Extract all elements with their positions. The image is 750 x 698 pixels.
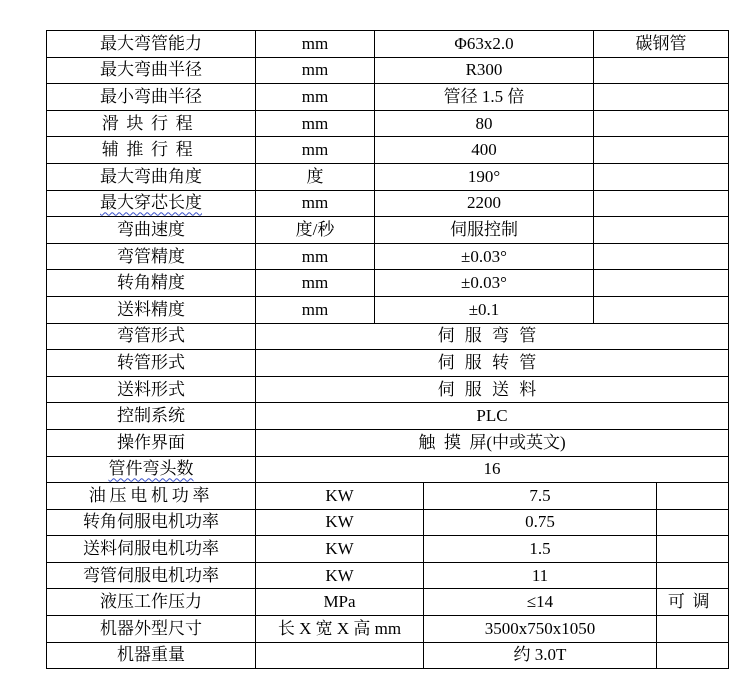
param-unit: mm: [256, 110, 375, 137]
table-row: [47, 217, 729, 244]
param-value: 16: [256, 456, 729, 483]
param-unit: mm: [256, 57, 375, 84]
spec-table: [46, 30, 729, 669]
param-value: 触 摸 屏(中或英文): [256, 429, 729, 456]
param-unit: 长 X 宽 X 高 mm: [256, 616, 424, 643]
table-row: [47, 137, 729, 164]
param-unit: [256, 642, 424, 669]
table-row: [47, 190, 729, 217]
param-name: 转角伺服电机功率: [47, 509, 256, 536]
table-row: [47, 31, 729, 58]
table-row: [47, 110, 729, 137]
table-row: [47, 57, 729, 84]
param-value: 2200: [375, 190, 594, 217]
param-value: Φ63x2.0: [375, 31, 594, 58]
param-name: 最大弯曲角度: [47, 163, 256, 190]
param-name-text: 管件弯头数: [108, 459, 194, 479]
param-value: 伺服转管: [256, 350, 729, 377]
param-name: 最小弯曲半径: [47, 84, 256, 111]
table-row: [47, 429, 729, 456]
param-value: R300: [375, 57, 594, 84]
param-name: 转角精度: [47, 270, 256, 297]
param-name: 弯曲速度: [47, 217, 256, 244]
param-name: [47, 190, 256, 217]
param-value: ≤14: [424, 589, 657, 616]
param-name: 操作界面: [47, 429, 256, 456]
table-row: [47, 589, 729, 616]
param-unit: mm: [256, 296, 375, 323]
param-unit: 度: [256, 163, 375, 190]
table-row: [47, 296, 729, 323]
param-value: ±0.03°: [375, 243, 594, 270]
param-value: 伺服送料: [256, 376, 729, 403]
param-note: [657, 616, 729, 643]
param-name: 最大弯曲半径: [47, 57, 256, 84]
table-row: [47, 163, 729, 190]
param-name: 弯管形式: [47, 323, 256, 350]
param-value: 伺服弯管: [256, 323, 729, 350]
param-name: 机器重量: [47, 642, 256, 669]
param-unit: mm: [256, 270, 375, 297]
param-note: [657, 536, 729, 563]
param-note: [594, 190, 729, 217]
param-name: 液压工作压力: [47, 589, 256, 616]
param-name: [47, 456, 256, 483]
param-note: 碳钢管: [594, 31, 729, 58]
param-note: [594, 163, 729, 190]
param-note: [594, 217, 729, 244]
table-row: [47, 270, 729, 297]
param-unit: KW: [256, 562, 424, 589]
param-unit: KW: [256, 483, 424, 510]
param-name-text: 最大穿芯长度: [100, 193, 202, 213]
table-row: [47, 243, 729, 270]
param-unit: mm: [256, 137, 375, 164]
param-name: 控制系统: [47, 403, 256, 430]
param-note: [657, 642, 729, 669]
table-row: [47, 456, 729, 483]
param-name: 转管形式: [47, 350, 256, 377]
param-note: [594, 270, 729, 297]
param-note: [594, 110, 729, 137]
param-value: 400: [375, 137, 594, 164]
param-value: 管径 1.5 倍: [375, 84, 594, 111]
param-note: [594, 137, 729, 164]
param-note: [657, 562, 729, 589]
param-value: 11: [424, 562, 657, 589]
param-unit: mm: [256, 243, 375, 270]
table-row: [47, 376, 729, 403]
param-note: [657, 483, 729, 510]
param-note: [594, 57, 729, 84]
param-unit: mm: [256, 190, 375, 217]
param-value: 伺服控制: [375, 217, 594, 244]
param-note: [657, 509, 729, 536]
table-row: [47, 483, 729, 510]
table-row: [47, 323, 729, 350]
param-name: 最大弯管能力: [47, 31, 256, 58]
param-note: [594, 243, 729, 270]
param-note: 可调: [657, 589, 729, 616]
param-note: [594, 296, 729, 323]
table-row: [47, 350, 729, 377]
param-value: 3500x750x1050: [424, 616, 657, 643]
table-row: [47, 616, 729, 643]
param-value: 190°: [375, 163, 594, 190]
table-row: [47, 403, 729, 430]
table-row: [47, 509, 729, 536]
param-name: 辅推行程: [47, 137, 256, 164]
param-value: 1.5: [424, 536, 657, 563]
param-value: 0.75: [424, 509, 657, 536]
table-row: [47, 642, 729, 669]
param-unit: mm: [256, 84, 375, 111]
param-name: 送料伺服电机功率: [47, 536, 256, 563]
param-name: 送料精度: [47, 296, 256, 323]
param-value: ±0.1: [375, 296, 594, 323]
param-name: 弯管伺服电机功率: [47, 562, 256, 589]
param-name: 弯管精度: [47, 243, 256, 270]
param-name: 油压电机功率: [47, 483, 256, 510]
param-unit: MPa: [256, 589, 424, 616]
param-value: 7.5: [424, 483, 657, 510]
param-value: PLC: [256, 403, 729, 430]
param-unit: KW: [256, 536, 424, 563]
param-unit: KW: [256, 509, 424, 536]
param-name: 滑块行程: [47, 110, 256, 137]
param-value: ±0.03°: [375, 270, 594, 297]
param-name: 机器外型尺寸: [47, 616, 256, 643]
param-note: [594, 84, 729, 111]
table-row: [47, 562, 729, 589]
param-value: 80: [375, 110, 594, 137]
table-row: [47, 84, 729, 111]
table-row: [47, 536, 729, 563]
param-value: 约 3.0T: [424, 642, 657, 669]
param-name: 送料形式: [47, 376, 256, 403]
param-unit: 度/秒: [256, 217, 375, 244]
param-unit: mm: [256, 31, 375, 58]
